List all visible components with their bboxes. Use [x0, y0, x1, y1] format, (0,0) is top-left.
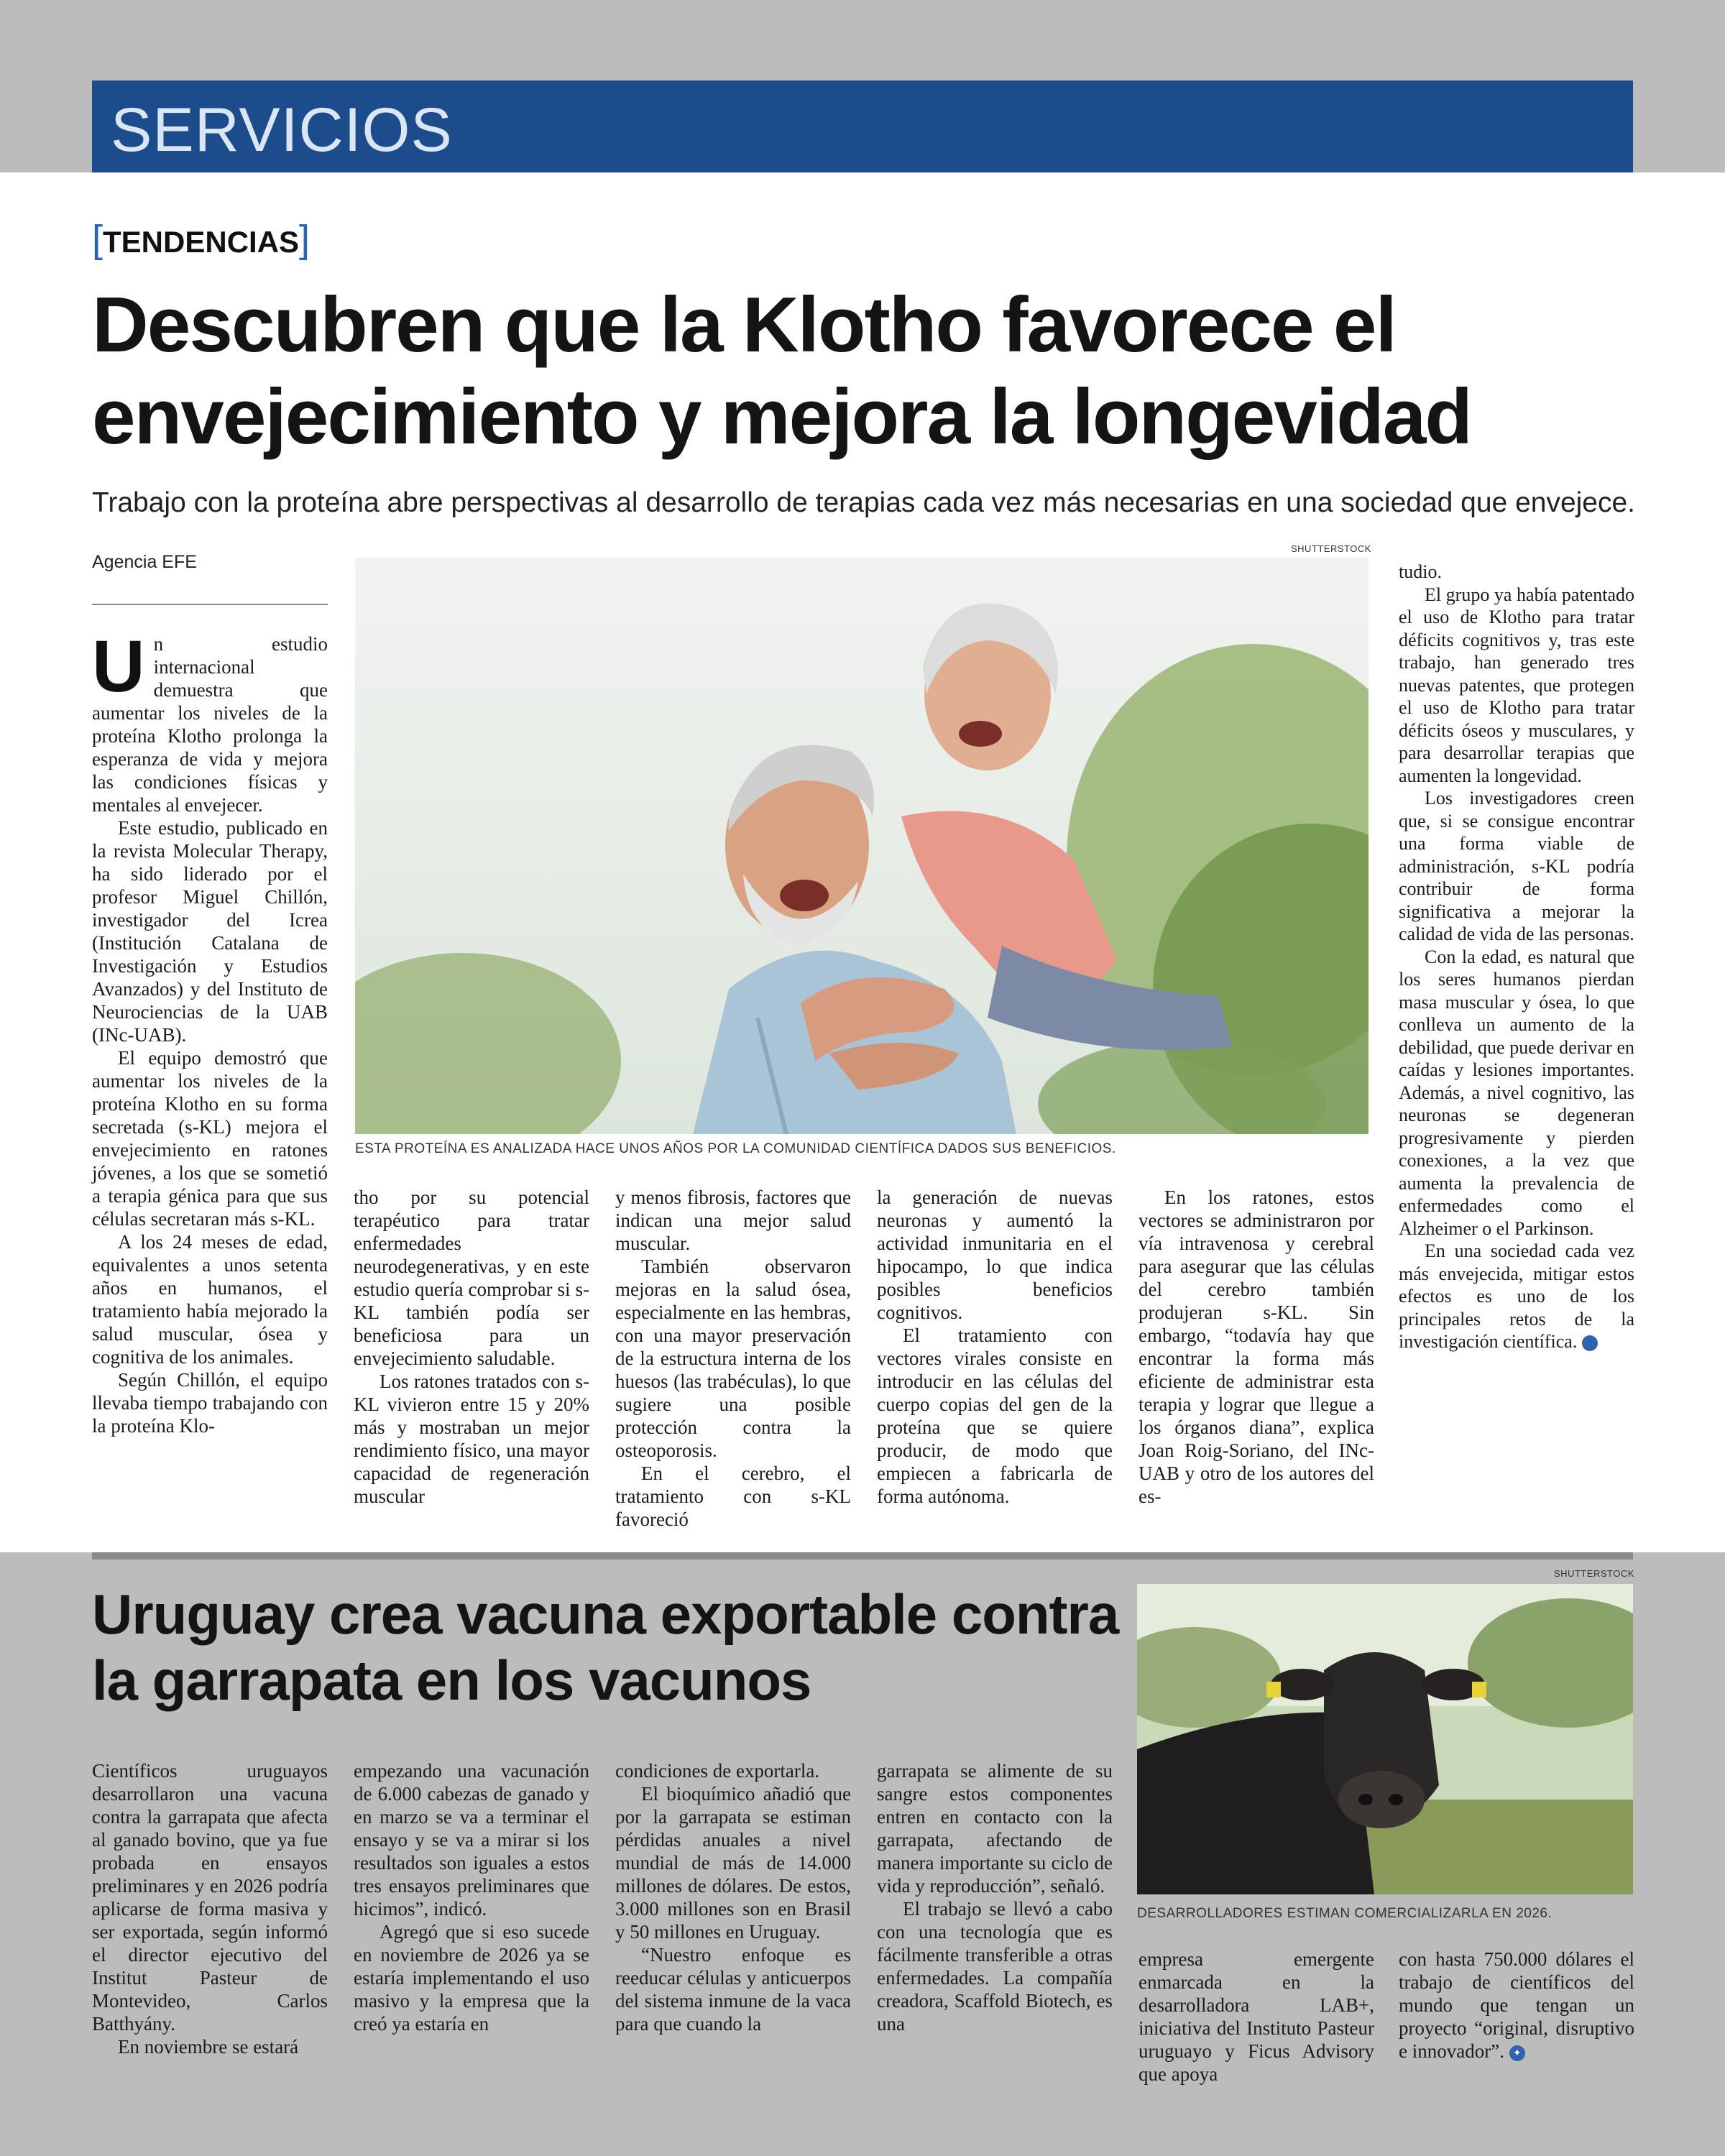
- paragraph: Según Chillón, el equipo llevaba tiempo trabajando con la proteína Klo-: [92, 1369, 328, 1437]
- paragraph: En una sociedad cada vez más envejecida, mitigar estos efectos es uno de los principales retos de la investigación científica. ✦: [1399, 1240, 1634, 1352]
- paragraph: y menos fibrosis, factores que indican una mejor salud muscular.: [615, 1187, 851, 1254]
- section-header: [92, 80, 1633, 175]
- headline: Descubren que la Klotho favorece el envejecimiento y mejora la longevidad: [92, 281, 1471, 461]
- paragraph: El trabajo se llevó a cabo con una tecnología que es fácilmente transferible a otras enfermedades. La compañía creadora, Scaffold Biotech, es una: [877, 1898, 1113, 2035]
- section-title: SERVICIOS: [111, 96, 453, 165]
- cow-photo: [1137, 1584, 1633, 1894]
- paragraph: tho por su potencial terapéutico para tratar enfermedades neurodegenerativas, y en este estudio quería comprobar si s-KL también podía ser beneficiosa para un envejecimiento saludable.: [354, 1187, 589, 1369]
- photo-caption: ESTA PROTEÍNA ES ANALIZADA HACE UNOS AÑOS POR LA COMUNIDAD CIENTÍFICA DADOS SUS BENEFICIOS.: [355, 1141, 1116, 1156]
- photo-credit-2: SHUTTERSTOCK: [1554, 1568, 1634, 1579]
- star-circle-icon: ✦: [1582, 1335, 1598, 1351]
- kicker-label: TENDENCIAS: [103, 225, 300, 259]
- article2-column-6: [1399, 1948, 1634, 2063]
- paragraph: El bioquímico añadió que por la garrapata se estiman pérdidas anuales a nivel mundial de más de 14.000 millones de dólares. De estos, 3.000 millones son en Brasil y 50 millones en Uruguay.: [615, 1783, 851, 1943]
- paragraph: A los 24 meses de edad, equivalentes a unos setenta años en humanos, el tratamiento había mejorado la salud muscular, ósea y cognitiva de los animales.: [92, 1231, 328, 1368]
- paragraph: Científicos uruguayos desarrollaron una vacuna contra la garrapata que afecta al ganado bovino, que ya fue probada en ensayos preliminares y en 2026 podría aplicarse de forma masiva y ser exportada, según informó el director ejecutivo del Institut Pasteur de Montevideo, Carlos Batthyány.: [92, 1760, 328, 2035]
- drop-cap: U: [92, 625, 145, 707]
- byline-rule: [92, 604, 328, 605]
- paragraph: El tratamiento con vectores virales consiste en introducir en las células del cuerpo copias del gen de la proteína que se quiere producir, de modo que empiecen a fabricarla de forma autónoma.: [877, 1325, 1113, 1507]
- paragraph: garrapata se alimente de su sangre estos componentes entren en contacto con la garrapata, afectando de manera importante su ciclo de vida y reproducción”, señaló.: [877, 1760, 1113, 1897]
- article2-column-4: [877, 1759, 1113, 2035]
- article-column-2: [354, 1186, 589, 1508]
- deck: Trabajo con la proteína abre perspectivas al desarrollo de terapias cada vez más necesarias en una sociedad que envejece.: [92, 487, 1636, 518]
- article2-column-1: [92, 1759, 328, 2058]
- paragraph: También observaron mejoras en la salud ósea, especialmente en las hembras, con una mayor preservación de la estructura interna de los huesos (las trabéculas), lo que sugiere una posible protección contra la osteoporosis.: [615, 1256, 851, 1461]
- paragraph: Agregó que si eso sucede en noviembre de 2026 ya se estaría implementando el uso masivo y la empresa que la creó ya estaría en: [354, 1921, 589, 2035]
- article-column-5: [1138, 1186, 1374, 1508]
- photo-caption-2: DESARROLLADORES ESTIMAN COMERCIALIZARLA EN 2026.: [1137, 1906, 1552, 1921]
- paragraph: Con la edad, es natural que los seres humanos pierdan masa muscular y ósea, lo que conlleva un aumento de la debilidad, que puede derivar en caídas y lesiones importantes. Además, a nivel cognitivo, las neuronas se degeneran progresivamente y pierden conexiones, a la vez que aumenta la prevalencia de enfermedades como el Alzheimer o el Parkinson.: [1399, 946, 1634, 1239]
- article-column-1: [92, 625, 328, 1437]
- paragraph: Este estudio, publicado en la revista Molecular Therapy, ha sido liderado por el profesor Miguel Chillón, investigador del Icrea (Institución Catalana de Investigación y Estudios Avanzados) y del Instituto de Neurociencias de la UAB (INc-UAB).: [92, 817, 328, 1046]
- paragraph: En los ratones, estos vectores se administraron por vía intravenosa y cerebral para asegurar que las células del cerebro también produjeran s-KL. Sin embargo, “todavía hay que encontrar la forma más eficiente de administrar esta terapia y lograr que llegue a los órganos diana”, explica Joan Roig-Soriano, del INc-UAB y otro de los autores del es-: [1138, 1187, 1374, 1507]
- cow-illustration: [1137, 1584, 1633, 1894]
- photo-credit: SHUTTERSTOCK: [1291, 543, 1371, 554]
- paragraph: En noviembre se estará: [118, 2036, 299, 2058]
- paragraph: empezando una vacunación de 6.000 cabezas de ganado y en marzo se va a terminar el ensayo y se va a mirar si los resultados son iguales a estos tres ensayos preliminares que hicimos”, indicó.: [354, 1760, 589, 1920]
- article2-column-3: [615, 1759, 851, 2035]
- article2-column-5: [1138, 1948, 1374, 2086]
- paragraph: condiciones de exportarla.: [615, 1760, 820, 1782]
- paragraph: la generación de nuevas neuronas y aumentó la actividad inmunitaria en el hipocampo, lo que indica posibles beneficios cognitivos.: [877, 1187, 1113, 1323]
- headline-2: Uruguay crea vacuna exportable contra la garrapata en los vacunos: [92, 1583, 1119, 1712]
- paragraph: tudio.: [1399, 561, 1442, 582]
- kicker: [TENDENCIAS]: [92, 218, 310, 261]
- paragraph: empresa emergente enmarcada en la desarrolladora LAB+, iniciativa del Instituto Pasteur uruguayo y Ficus Advisory que apoya: [1138, 1948, 1374, 2085]
- article2-column-2: [354, 1759, 589, 2035]
- article-divider: [92, 1552, 1633, 1560]
- byline: Agencia EFE: [92, 552, 197, 572]
- couple-illustration: [355, 558, 1368, 1134]
- paragraph: En el cerebro, el tratamiento con s-KL favoreció: [615, 1462, 851, 1530]
- article-column-3: [615, 1186, 851, 1531]
- paragraph: El equipo demostró que aumentar los niveles de la proteína Klotho en su forma secretada (s-KL) mejora el envejecimiento en ratones jóvenes, a los que se sometió a terapia génica para que sus células secretaran más s-KL.: [92, 1047, 328, 1230]
- paragraph: “Nuestro enfoque es reeducar células y anticuerpos del sistema inmune de la vaca para que cuando la: [615, 1944, 851, 2035]
- star-circle-icon: ✦: [1509, 2045, 1525, 2061]
- paragraph: Los ratones tratados con s-KL vivieron entre 15 y 20% más y mostraban un mejor rendimiento físico, una mayor capacidad de regeneración muscular: [354, 1370, 589, 1507]
- couple-photo: [355, 558, 1368, 1134]
- article-column-4: [877, 1186, 1113, 1508]
- paragraph: Un estudio internacional demuestra que aumentar los niveles de la proteína Klotho prolonga la esperanza de vida y mejora las condiciones físicas y mentales al envejecer.: [92, 625, 328, 816]
- paragraph: con hasta 750.000 dólares el trabajo de científicos del mundo que tengan un proyecto “original, disruptivo e innovador”. ✦: [1399, 1948, 1634, 2062]
- paragraph: El grupo ya había patentado el uso de Klotho para tratar déficits cognitivos y, tras este trabajo, han generado tres nuevas patentes, que protegen el uso de Klotho para tratar déficits óseos y musculares, y para desarrollar terapias que aumenten la longevidad.: [1399, 584, 1634, 786]
- paragraph: Los investigadores creen que, si se consigue encontrar una forma viable de administración, s-KL podría contribuir de forma significativa a mejorar la calidad de vida de las personas.: [1399, 788, 1634, 944]
- article-column-6: [1399, 561, 1634, 1353]
